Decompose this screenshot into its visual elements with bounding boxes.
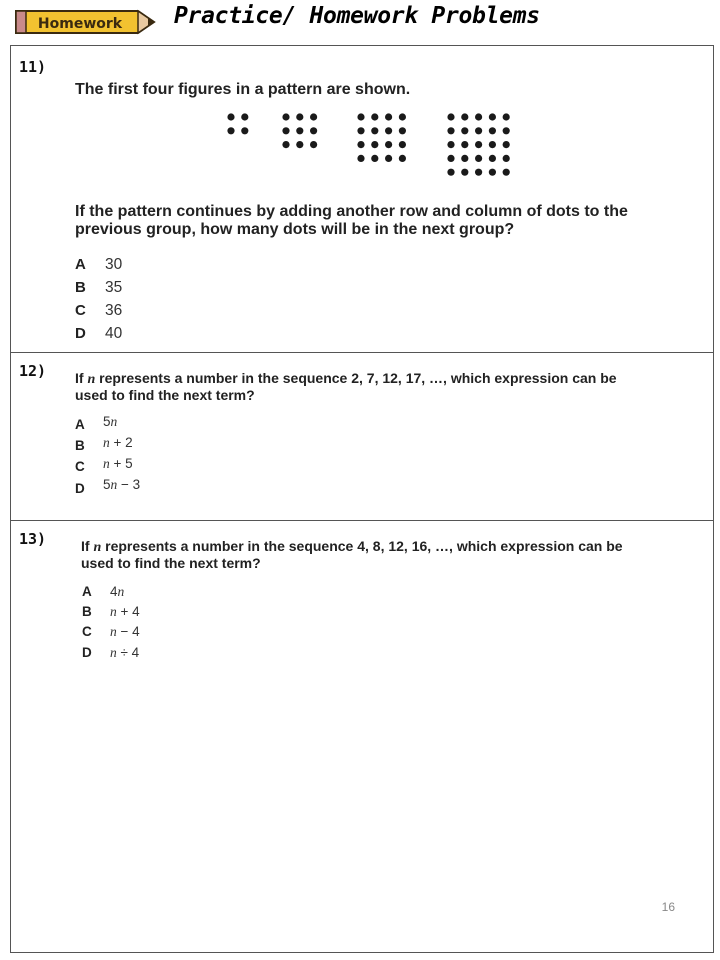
dot	[461, 113, 468, 120]
dot	[503, 155, 510, 162]
dot	[399, 113, 406, 120]
dot	[447, 127, 454, 134]
dot	[447, 155, 454, 162]
option-letter: D	[75, 325, 86, 342]
option-letter: A	[75, 417, 85, 432]
dot	[296, 113, 303, 120]
dot	[282, 113, 289, 120]
dot	[357, 113, 364, 120]
dot	[282, 127, 289, 134]
question-stem: If n represents a number in the sequence 2, 7, 12, 17, …, which expression can be	[75, 370, 617, 387]
question-stem-line: used to find the next term?	[81, 555, 261, 571]
dot-figure	[447, 113, 509, 175]
dot	[447, 113, 454, 120]
badge-label: Homework	[37, 16, 123, 32]
dot	[489, 141, 496, 148]
option-expression: 5n	[103, 414, 118, 429]
dot	[357, 155, 364, 162]
question-number: 11)	[19, 58, 47, 76]
dot	[357, 141, 364, 148]
dot	[399, 155, 406, 162]
question-stem: The first four figures in a pattern are shown.	[75, 81, 411, 98]
divider	[11, 520, 713, 521]
question-stem-line: previous group, how many dots will be in the next group?	[75, 221, 515, 238]
option-letter: D	[82, 645, 92, 660]
dot	[447, 141, 454, 148]
option-letter: B	[82, 604, 92, 619]
option-value: 40	[105, 325, 123, 342]
option-letter: C	[75, 302, 86, 319]
option-expression: n ÷ 4	[110, 645, 140, 660]
dot	[385, 141, 392, 148]
dot-figure	[282, 113, 317, 148]
variable-n: n	[87, 372, 96, 387]
dot-figure	[227, 113, 248, 134]
dot	[475, 141, 482, 148]
dot	[475, 113, 482, 120]
dot	[503, 169, 510, 176]
option-expression: n + 2	[103, 435, 133, 450]
question-number: 12)	[19, 362, 47, 380]
option-letter: C	[75, 459, 85, 474]
dot	[310, 113, 317, 120]
dot	[371, 141, 378, 148]
dot	[475, 155, 482, 162]
variable-n: n	[93, 540, 102, 555]
dot	[241, 113, 248, 120]
dot	[461, 127, 468, 134]
option-letter: D	[75, 481, 85, 496]
dot	[475, 169, 482, 176]
dot	[489, 113, 496, 120]
dot	[461, 169, 468, 176]
question-stem-line: If the pattern continues by adding another row and column of dots to the	[75, 203, 628, 220]
dot	[371, 113, 378, 120]
dot	[503, 113, 510, 120]
option-value: 36	[105, 302, 123, 319]
dot	[241, 127, 248, 134]
question-stem-line: used to find the next term?	[75, 387, 255, 403]
option-letter: A	[75, 256, 86, 273]
dot	[371, 127, 378, 134]
dot	[385, 155, 392, 162]
option-letter: C	[82, 624, 92, 639]
dot	[371, 155, 378, 162]
dot	[357, 127, 364, 134]
option-letter: A	[82, 584, 92, 599]
dot	[475, 127, 482, 134]
dot	[489, 155, 496, 162]
option-expression: 4n	[110, 584, 125, 599]
option-value: 35	[105, 279, 123, 296]
question-stem: If n represents a number in the sequence 4, 8, 12, 16, …, which expression can be	[81, 538, 623, 555]
option-letter: B	[75, 438, 85, 453]
option-value: 30	[105, 256, 123, 273]
dot	[461, 155, 468, 162]
dot	[227, 113, 234, 120]
dot	[399, 127, 406, 134]
page-header	[0, 0, 720, 44]
dot	[489, 169, 496, 176]
dot	[503, 141, 510, 148]
dot-figure	[357, 113, 406, 162]
divider	[11, 352, 713, 353]
option-expression: n + 4	[110, 604, 140, 619]
option-expression: n − 4	[110, 624, 140, 639]
page-title: Practice/ Homework Problems	[174, 3, 540, 29]
dot	[503, 127, 510, 134]
dot	[227, 127, 234, 134]
worksheet-frame	[10, 45, 714, 953]
dot	[310, 141, 317, 148]
dot	[282, 141, 289, 148]
dot	[385, 127, 392, 134]
option-expression: 5n − 3	[103, 477, 141, 492]
question-number: 13)	[19, 530, 47, 548]
dot	[461, 141, 468, 148]
dot	[310, 127, 317, 134]
dot	[296, 127, 303, 134]
dot	[385, 113, 392, 120]
page-number: 16	[661, 900, 675, 914]
option-letter: B	[75, 279, 86, 296]
option-expression: n + 5	[103, 456, 133, 471]
dot	[447, 169, 454, 176]
homework-pencil-badge	[14, 8, 156, 36]
dot	[399, 141, 406, 148]
dot	[489, 127, 496, 134]
dot-pattern-figures	[211, 109, 521, 189]
dot	[296, 141, 303, 148]
